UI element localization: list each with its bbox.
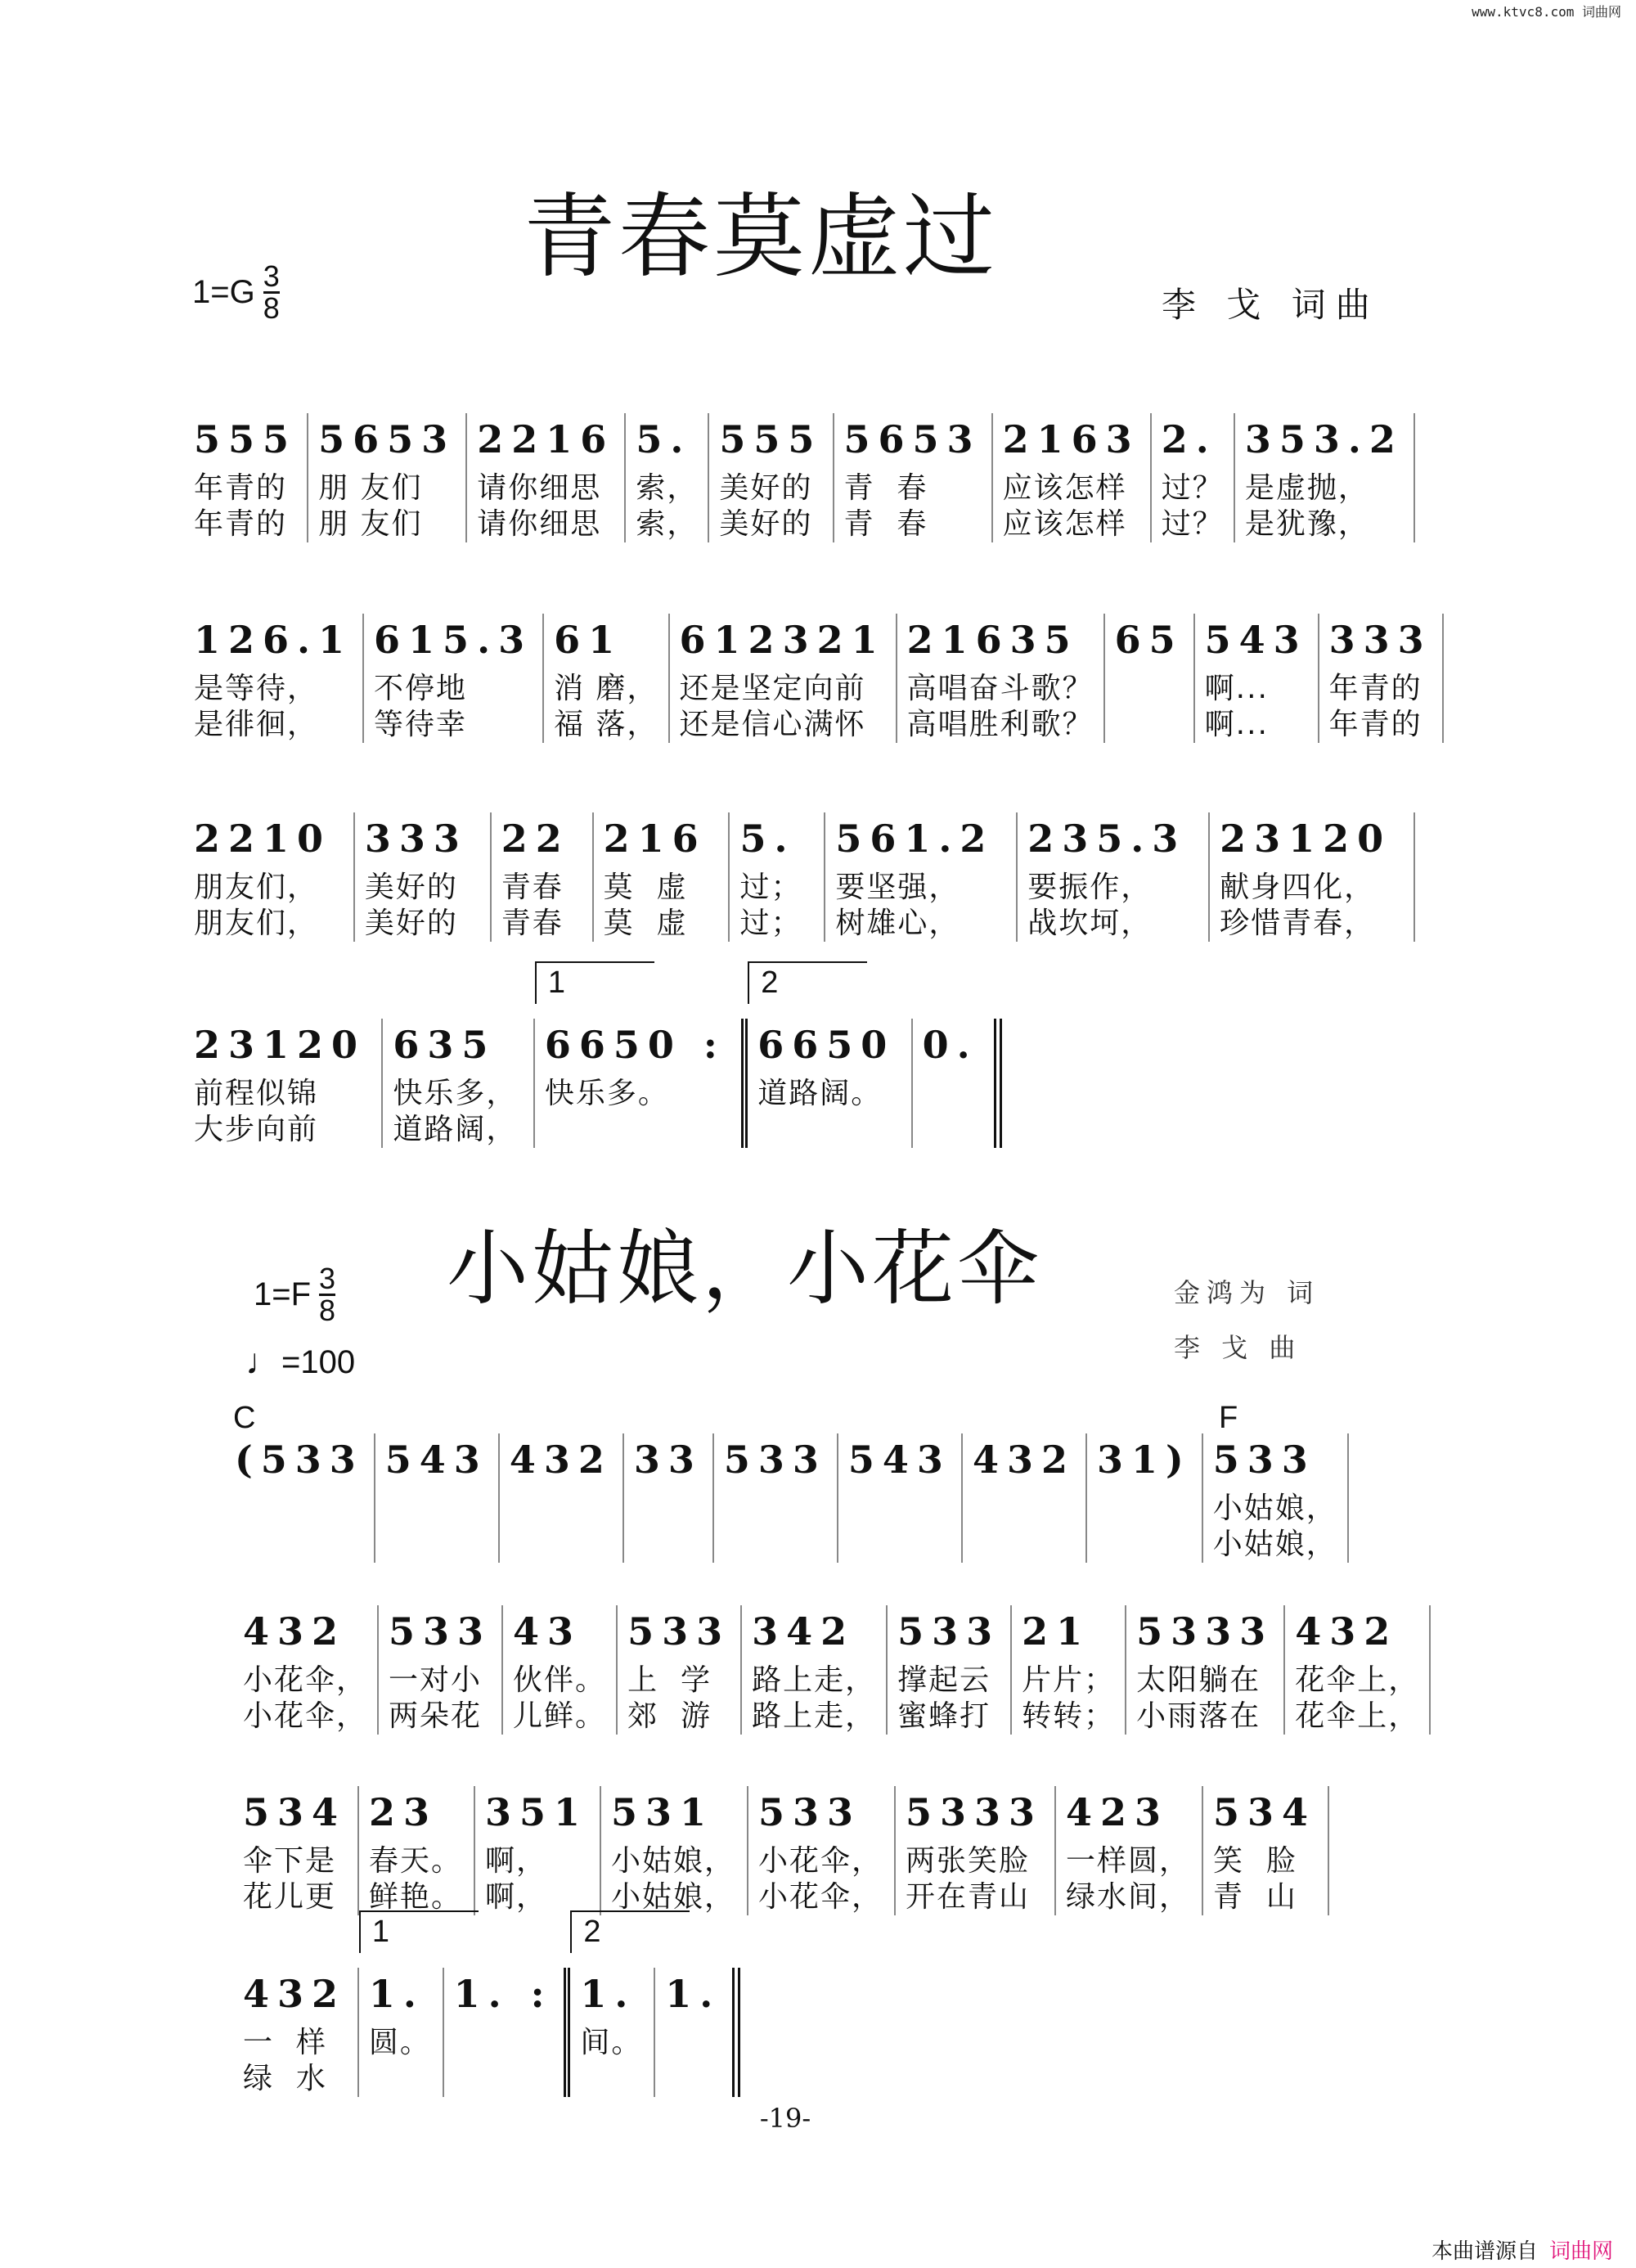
lyric-verse-1: 片片；: [1022, 1663, 1116, 1697]
song1-title: 青春莫虚过: [524, 184, 998, 290]
lyric-verse-1: 年青的: [1328, 672, 1423, 705]
measure-notes: 5333: [1136, 1609, 1274, 1654]
lyric-verse-1: 一对小: [389, 1663, 483, 1697]
measure: [184, 812, 355, 942]
lyric-verse-2: 还是信心满怀: [679, 708, 866, 741]
lyric-verse-1: 要坚强，: [835, 871, 960, 904]
lyricist-credit: 金鸿为 词: [1174, 1277, 1320, 1308]
measure: [913, 1019, 1002, 1148]
lyric-verse-2: 是犹豫，: [1244, 507, 1369, 541]
measure-notes: 533: [758, 1790, 862, 1834]
measure-notes: 0.: [922, 1023, 978, 1067]
lyric-verse-2: 青 山: [1213, 1880, 1297, 1914]
measure: [475, 1786, 601, 1915]
measure-notes: 555: [719, 417, 823, 461]
lyric-verse-1: 春天。: [369, 1844, 463, 1878]
measure-notes: 33: [633, 1438, 703, 1482]
lyric-verse-2: 蜜蜂打: [897, 1699, 991, 1733]
lyric-verse-2: 朋 友们: [318, 507, 423, 541]
lyric-verse-2: 啊...: [1204, 708, 1269, 741]
measure: [233, 1968, 359, 2097]
score-row: [225, 1433, 1337, 1563]
composer-credit: 李 戈 曲: [1174, 1332, 1302, 1363]
lyric-verse-1: 过；: [739, 871, 802, 904]
lyric-verse-1: 伙伴。: [513, 1663, 607, 1697]
score-row: [184, 812, 1415, 942]
lyric-verse-1: 间。: [580, 2026, 643, 2059]
measure-notes: 5.: [739, 817, 796, 861]
lyric-verse-1: 高唱奋斗歌？: [906, 672, 1094, 705]
lyric-verse-2: 珍惜青春，: [1220, 907, 1376, 940]
lyric-verse-2: [454, 2061, 555, 2097]
measure: [444, 1968, 571, 2097]
lyric-verse-2: 索，: [636, 507, 699, 541]
measure: [375, 1433, 500, 1563]
score-row: [233, 1786, 1329, 1915]
lyric-verse-1: [848, 1491, 951, 1527]
measure-notes: 333: [1328, 618, 1432, 662]
lyric-verse-1: 一 样: [243, 2026, 327, 2059]
measure-notes: 333: [364, 817, 468, 861]
lyric-verse-2: 小花伞，: [243, 1699, 368, 1733]
tempo-value: =100: [281, 1343, 356, 1380]
measure: [184, 1019, 383, 1148]
lyric-verse-1: 快乐多，: [393, 1077, 518, 1110]
watermark: www.ktvc8.com 词曲网: [1472, 4, 1621, 20]
lyric-verse-2: 应该怎样: [1002, 507, 1127, 541]
lyric-verse-2: 战坎坷，: [1027, 907, 1153, 940]
lyric-verse-1: [235, 1491, 364, 1527]
measure-notes: 561.2: [835, 817, 995, 861]
measure: [544, 614, 669, 743]
measure: [492, 812, 594, 942]
measure: [963, 1433, 1087, 1563]
measure-notes: 31): [1096, 1438, 1192, 1482]
measure-notes: 5333: [906, 1790, 1044, 1834]
measure: [1105, 614, 1195, 743]
lyric-verse-1: [510, 1491, 613, 1527]
lyric-verse-1: 小花伞，: [758, 1844, 883, 1878]
measure: [1152, 413, 1235, 542]
lyric-verse-2: 花伞上，: [1295, 1699, 1420, 1733]
lyric-verse-1: [1115, 671, 1184, 707]
measure: [834, 413, 993, 542]
measure-notes: 531: [611, 1790, 715, 1834]
measure-notes: 1.: [665, 1972, 721, 2016]
measure: [888, 1605, 1012, 1735]
measure: [594, 812, 730, 942]
measure: [364, 614, 544, 743]
quarter-note-icon: ♩: [245, 1342, 281, 1382]
measure: [383, 1019, 534, 1148]
lyric-verse-2: 道路阔，: [393, 1113, 518, 1146]
lyric-verse-1: [634, 1491, 703, 1527]
tempo-mark: [245, 1342, 355, 1383]
lyric-verse-1: 索，: [636, 471, 699, 505]
measure: [355, 812, 492, 942]
lyric-verse-2: [973, 1527, 1076, 1563]
measure: [1087, 1433, 1203, 1563]
lyric-verse-2: 青 春: [843, 507, 928, 541]
lyric-verse-2: [848, 1527, 951, 1563]
lyric-verse-2: [1115, 707, 1184, 743]
lyric-verse-1: 前程似锦: [194, 1077, 319, 1110]
song1-key-signature: [192, 259, 280, 325]
lyric-verse-2: 等待幸: [374, 708, 468, 741]
measure: [1235, 413, 1415, 542]
volta-bracket: 1: [535, 961, 654, 1004]
measure: [359, 1786, 475, 1915]
measure-notes: 423: [1066, 1790, 1170, 1834]
lyric-verse-1: 笑 脸: [1213, 1844, 1297, 1878]
lyric-verse-1: 美好的: [719, 471, 813, 505]
measure-notes: (533: [235, 1438, 364, 1482]
measure-notes: 22: [501, 817, 570, 861]
measure-notes: 23120: [194, 1023, 366, 1067]
measure-notes: 21635: [906, 618, 1079, 662]
measure: [714, 1433, 838, 1563]
measure-notes: 353.2: [1244, 417, 1404, 461]
lyric-verse-1: 两张笑脸: [906, 1844, 1031, 1878]
lyric-verse-1: 啊，: [485, 1844, 548, 1878]
lyric-verse-1: 是虚抛，: [1244, 471, 1369, 505]
measure: [1203, 1433, 1349, 1563]
measure-notes: 126.1: [194, 618, 353, 662]
measure: [709, 413, 834, 542]
time-top: 3: [263, 259, 280, 293]
measure-notes: 65: [1114, 618, 1184, 662]
lyric-verse-2: 大步向前: [194, 1113, 319, 1146]
lyric-verse-1: 朋 友们: [318, 471, 423, 505]
lyric-verse-1: 太阳躺在: [1136, 1663, 1261, 1697]
lyric-verse-2: 啊，: [485, 1880, 548, 1914]
lyric-verse-2: [923, 1112, 984, 1148]
lyric-verse-1: 撑起云: [897, 1663, 991, 1697]
measure: [748, 965, 912, 1148]
lyric-verse-2: 过？: [1161, 507, 1224, 541]
source-footer: [1432, 2234, 1613, 2265]
measure: [184, 413, 308, 542]
lyric-verse-1: 献身四化，: [1220, 871, 1376, 904]
lyric-verse-2: 年青的: [1328, 708, 1423, 741]
measure-notes: 432: [1295, 1609, 1399, 1654]
time-signature: [263, 259, 280, 325]
volta-bracket: 2: [570, 1910, 690, 1953]
score-row: [233, 1605, 1420, 1735]
measure-notes: 6650 :: [544, 1023, 726, 1067]
measure: [1319, 614, 1444, 743]
lyric-verse-2: 高唱胜利歌？: [906, 708, 1094, 741]
footer-brand-link[interactable]: 词曲网: [1548, 2239, 1613, 2264]
measure-notes: 612321: [679, 618, 886, 662]
lyric-verse-1: 是等待，: [194, 672, 319, 705]
lyric-verse-1: 请你细思: [477, 471, 602, 505]
key: 1=F: [254, 1276, 312, 1312]
measure: [896, 1786, 1056, 1915]
measure: [626, 413, 709, 542]
lyric-verse-2: [510, 1527, 613, 1563]
measure: [1126, 1605, 1285, 1735]
chord-symbol: C: [233, 1401, 256, 1435]
measure-notes: 2.: [1161, 417, 1217, 461]
lyric-verse-2: 两朵花: [389, 1699, 483, 1733]
chord-symbol: F: [1219, 1401, 1238, 1435]
lyric-verse-2: 路上走，: [752, 1699, 877, 1733]
lyric-verse-1: 花伞上，: [1295, 1663, 1420, 1697]
lyric-verse-2: 美好的: [719, 507, 813, 541]
lyric-verse-1: 美好的: [364, 871, 458, 904]
lyric-verse-1: 小姑娘，: [1212, 1492, 1337, 1525]
measure-notes: 1. :: [453, 1972, 553, 2016]
lyric-verse-2: 年青的: [194, 507, 288, 541]
lyric-verse-1: [665, 2025, 722, 2061]
measure: [503, 1605, 618, 1735]
measure: [1203, 1786, 1329, 1915]
song1-credit: 李 戈 词曲: [1162, 285, 1380, 325]
measure-notes: 432: [972, 1438, 1076, 1482]
measure-notes: 543: [384, 1438, 488, 1482]
key: 1=G: [192, 274, 255, 310]
lyric-verse-1: 小姑娘，: [611, 1844, 736, 1878]
measure-notes: 342: [752, 1609, 856, 1654]
measure-notes: 2163: [1002, 417, 1140, 461]
measure-notes: 5653: [843, 417, 982, 461]
lyric-verse-2: [724, 1527, 827, 1563]
measure-notes: 1.: [368, 1972, 425, 2016]
lyric-verse-1: 朋友们，: [194, 871, 319, 904]
measure-notes: 235.3: [1027, 817, 1187, 861]
measure: [670, 614, 897, 743]
lyric-verse-1: 不停地: [374, 672, 468, 705]
lyric-verse-2: 郊 游: [627, 1699, 712, 1733]
lyric-verse-2: 小花伞，: [758, 1880, 883, 1914]
song2-title: 小姑娘，小花伞: [447, 1221, 1042, 1316]
measure: [535, 965, 748, 1148]
measure: [379, 1605, 503, 1735]
lyric-verse-1: 过？: [1161, 471, 1224, 505]
measure: [225, 1433, 375, 1563]
measure: [1012, 1605, 1126, 1735]
measure: [742, 1605, 888, 1735]
time-signature: [319, 1264, 335, 1325]
score-row: [184, 413, 1415, 542]
lyric-verse-1: 莫 虚: [603, 871, 688, 904]
measure-notes: 533: [389, 1609, 492, 1654]
score-row: [184, 614, 1432, 743]
volta-bracket: 2: [748, 961, 867, 1004]
lyric-verse-2: [634, 1527, 703, 1563]
lyric-verse-1: 要振作，: [1027, 871, 1153, 904]
lyric-verse-1: 青春: [501, 871, 564, 904]
lyric-verse-2: [235, 1527, 364, 1563]
lyric-verse-2: 树雄心，: [835, 907, 960, 940]
lyric-verse-2: 美好的: [364, 907, 458, 940]
measure-notes: 5653: [318, 417, 456, 461]
measure-notes: 23120: [1220, 817, 1392, 861]
measure: [655, 1968, 740, 2097]
lyric-verse-1: 年青的: [194, 471, 288, 505]
lyric-verse-1: 消 磨，: [554, 672, 658, 705]
time-bottom: 8: [319, 1294, 336, 1327]
song2-key-signature: [254, 1264, 335, 1325]
measure: [897, 614, 1105, 743]
lyric-verse-2: [665, 2061, 722, 2097]
lyric-verse-2: 鲜艳。: [369, 1880, 463, 1914]
lyric-verse-2: 青春: [501, 907, 564, 940]
score-row: [184, 965, 1002, 1148]
measure: [570, 1915, 655, 2097]
measure-notes: 216: [603, 817, 707, 861]
measure-notes: 533: [1212, 1438, 1316, 1482]
lyric-verse-2: 绿 水: [243, 2062, 327, 2095]
lyric-verse-2: [757, 1112, 901, 1148]
measure-notes: 1.: [580, 1972, 636, 2016]
measure: [1018, 812, 1210, 942]
measure: [233, 1786, 359, 1915]
lyric-verse-1: 道路阔。: [757, 1077, 883, 1110]
lyric-verse-1: 路上走，: [752, 1663, 877, 1697]
measure: [1285, 1605, 1431, 1735]
measure-notes: 534: [243, 1790, 347, 1834]
measure-notes: 2216: [477, 417, 615, 461]
measure-notes: 533: [723, 1438, 827, 1482]
time-top: 3: [319, 1262, 336, 1295]
measure: [1195, 614, 1319, 743]
measure-notes: 543: [1204, 618, 1308, 662]
lyric-verse-1: [923, 1076, 984, 1112]
measure-notes: 432: [243, 1972, 347, 2016]
lyric-verse-1: 还是坚定向前: [679, 672, 866, 705]
measure-notes: 23: [369, 1790, 438, 1834]
measure-notes: 543: [847, 1438, 951, 1482]
lyric-verse-2: 小姑娘，: [611, 1880, 736, 1914]
lyric-verse-1: [973, 1491, 1076, 1527]
lyric-verse-2: [1097, 1527, 1192, 1563]
measure: [1056, 1786, 1203, 1915]
lyric-verse-2: 转转；: [1022, 1699, 1116, 1733]
measure: [618, 1605, 742, 1735]
lyric-verse-1: [454, 2025, 555, 2061]
measure-notes: 5.: [636, 417, 692, 461]
measure-notes: 21: [1022, 1609, 1091, 1654]
lyric-verse-2: 福 落，: [554, 708, 658, 741]
measure-notes: 43: [513, 1609, 582, 1654]
measure: [601, 1786, 748, 1915]
score-row: [233, 1915, 740, 2097]
measure-notes: 534: [1213, 1790, 1317, 1834]
lyric-verse-2: 朋友们，: [194, 907, 319, 940]
measure: [184, 614, 364, 743]
measure: [308, 413, 467, 542]
lyric-verse-1: 快乐多。: [544, 1077, 669, 1110]
measure-notes: 635: [393, 1023, 497, 1067]
measure: [993, 413, 1152, 542]
lyric-verse-2: [369, 2061, 433, 2097]
measure-notes: 533: [627, 1609, 731, 1654]
lyric-verse-2: 绿水间，: [1066, 1880, 1191, 1914]
lyric-verse-1: 小花伞，: [243, 1663, 368, 1697]
lyric-verse-1: 上 学: [627, 1663, 712, 1697]
measure: [1210, 812, 1415, 942]
lyric-verse-2: 请你细思: [477, 507, 602, 541]
lyric-verse-1: 伞下是: [243, 1844, 337, 1878]
measure-notes: 2210: [194, 817, 332, 861]
lyric-verse-1: [724, 1491, 827, 1527]
lyric-verse-2: 小姑娘，: [1212, 1528, 1337, 1561]
measure: [359, 1915, 444, 2097]
measure-notes: 351: [485, 1790, 589, 1834]
lyric-verse-2: 莫 虚: [603, 907, 688, 940]
measure: [825, 812, 1018, 942]
lyric-verse-2: 开在青山: [906, 1880, 1031, 1914]
measure-notes: 6650: [757, 1023, 896, 1067]
measure: [748, 1786, 896, 1915]
lyric-verse-2: 小雨落在: [1136, 1699, 1261, 1733]
lyric-verse-1: 青 春: [843, 471, 928, 505]
lyric-verse-2: [545, 1112, 731, 1148]
measure-notes: 615.3: [374, 618, 533, 662]
lyric-verse-2: 花儿更: [243, 1880, 337, 1914]
volta-bracket: 1: [359, 1910, 479, 1953]
measure: [624, 1433, 714, 1563]
measure: [838, 1433, 963, 1563]
measure-notes: 432: [509, 1438, 613, 1482]
measure: [500, 1433, 624, 1563]
time-bottom: 8: [263, 291, 280, 325]
lyric-verse-1: 一样圆，: [1066, 1844, 1191, 1878]
lyric-verse-1: [385, 1491, 488, 1527]
lyric-verse-2: 是徘徊，: [194, 708, 319, 741]
measure-notes: 432: [243, 1609, 347, 1654]
lyric-verse-1: 圆。: [368, 2026, 431, 2059]
measure-notes: 61: [554, 618, 623, 662]
lyric-verse-2: [580, 2061, 644, 2097]
measure: [467, 413, 626, 542]
lyric-verse-1: [1097, 1491, 1192, 1527]
lyric-verse-1: 啊...: [1204, 672, 1269, 705]
measure-notes: 533: [897, 1609, 1001, 1654]
lyric-verse-2: [385, 1527, 488, 1563]
page-number: -19-: [759, 2103, 811, 2134]
footer-text: 本曲谱源自: [1431, 2239, 1538, 2264]
lyric-verse-2: 过；: [739, 907, 802, 940]
measure-notes: 555: [194, 417, 298, 461]
lyric-verse-1: 应该怎样: [1002, 471, 1127, 505]
measure: [730, 812, 825, 942]
lyric-verse-2: 儿鲜。: [513, 1699, 607, 1733]
measure: [233, 1605, 379, 1735]
